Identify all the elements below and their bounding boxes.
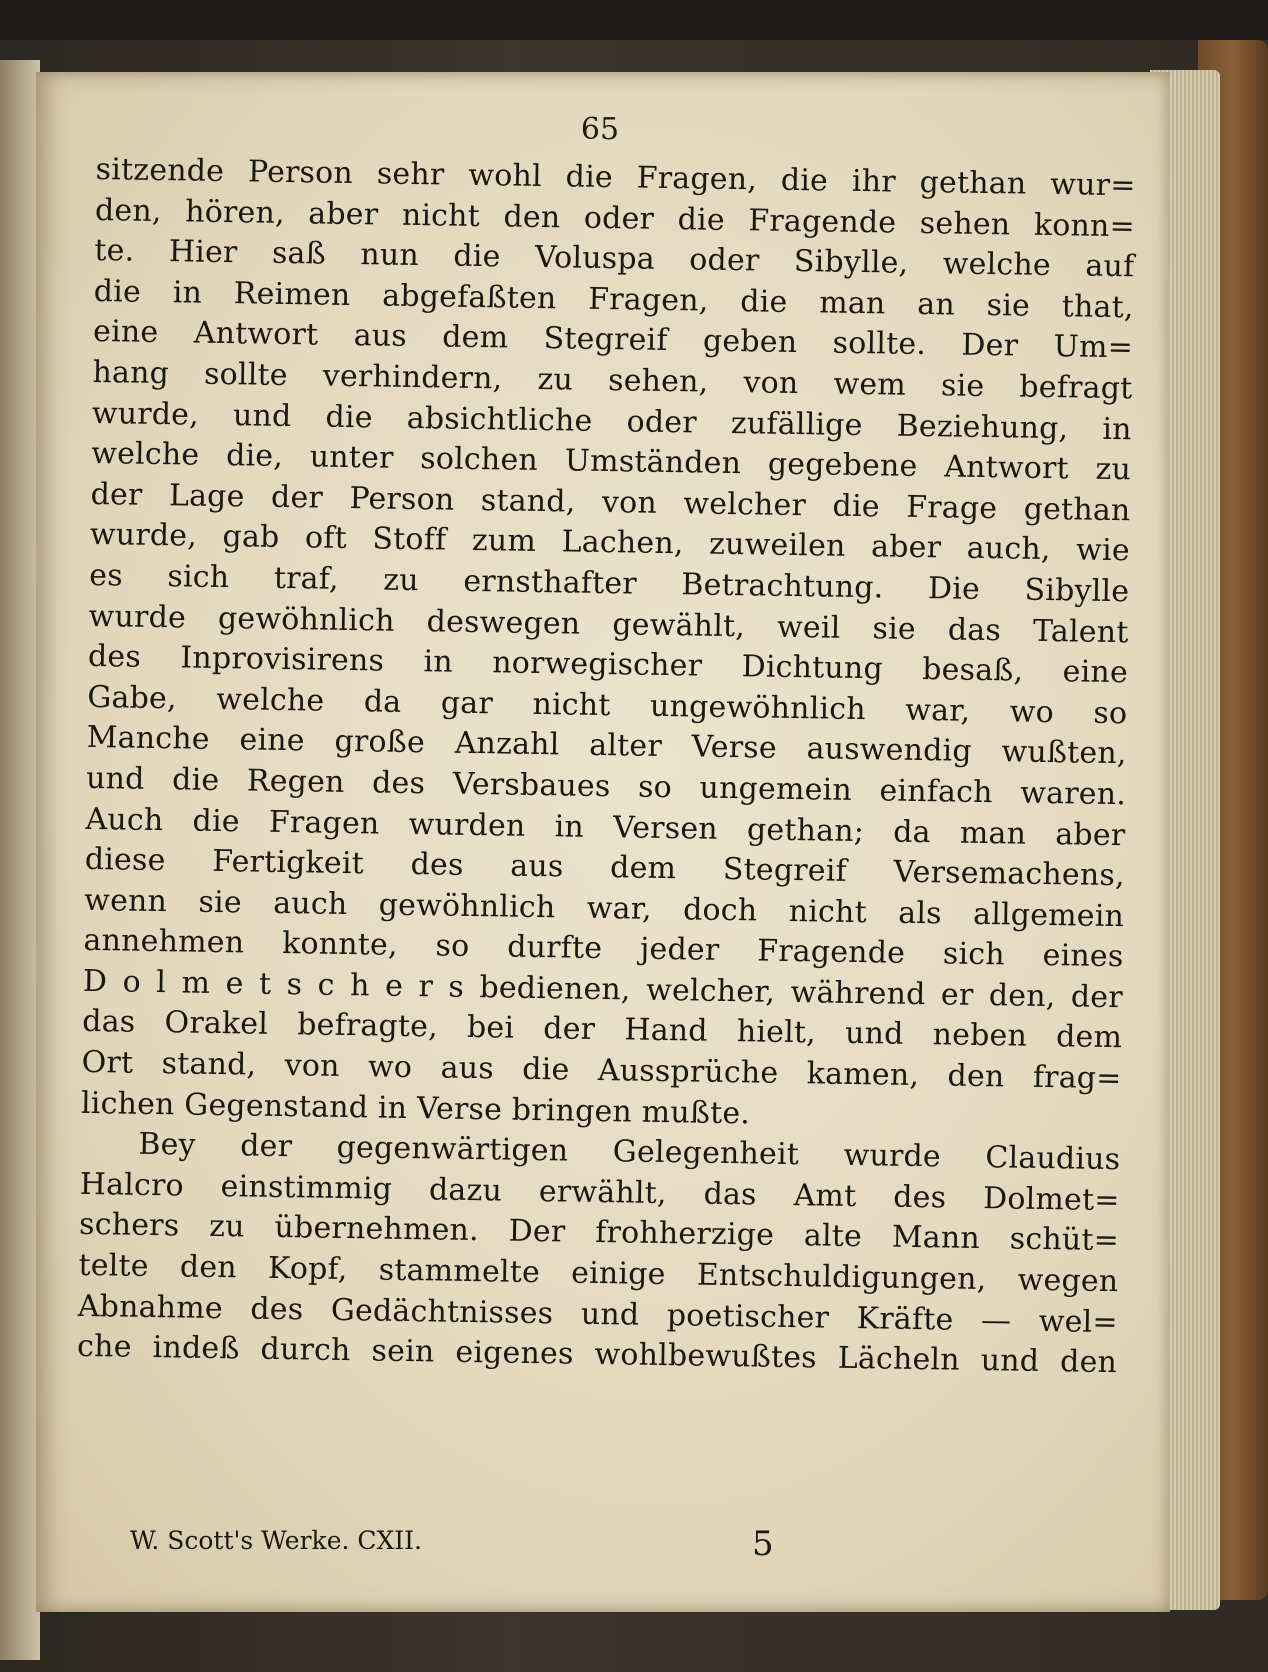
text-line: sitzende Person sehr wohl die Fragen, die ihr gethan wur= bbox=[95, 151, 1136, 204]
text-line: es sich traf, zu ernsthafter Betrachtung. Die Sibylle bbox=[89, 557, 1130, 610]
text-line: telte den Kopf, stammelte einige Entschuldigungen, wegen bbox=[78, 1247, 1119, 1300]
text-line: schers zu übernehmen. Der frohherzige alte Mann schüt= bbox=[78, 1207, 1120, 1259]
page-text bbox=[77, 150, 1136, 1384]
text-line: annehmen konnte, so durfte jeder Fragende sich eines bbox=[83, 923, 1124, 975]
text-line: diese Fertigkeit des aus dem Stegreif Versemachens, bbox=[84, 842, 1126, 894]
text-line: der Lage der Person stand, von welcher die Frage gethan bbox=[90, 476, 1131, 529]
text-line: eine Antwort aus dem Stegreif geben sollte. Der Um= bbox=[92, 314, 1134, 366]
text-line: wurde, gab oft Stoff zum Lachen, zuweilen aber auch, wie bbox=[89, 517, 1131, 569]
text-line: che indeß durch sein eigenes wohlbewußtes Lächeln und den bbox=[76, 1329, 1118, 1381]
text-line: lichen Gegenstand in Verse bringen mußte. bbox=[80, 1085, 751, 1132]
page-number: 65 bbox=[580, 112, 620, 147]
text-line: Ort stand, von wo aus die Aussprüche kamen, den frag= bbox=[81, 1044, 1122, 1097]
text-line: hang sollte verhindern, zu sehen, von wem sie befragt bbox=[92, 354, 1133, 407]
footer-sheet-number: 5 bbox=[752, 1524, 774, 1564]
text-line: Abnahme des Gedächtnisses und poetischer Kräfte — wel= bbox=[77, 1288, 1118, 1340]
text-line: Bey der gegenwärtigen Gelegenheit wurde Claudius bbox=[138, 1127, 1121, 1178]
text-line: wenn sie auch gewöhnlich war, doch nicht als allgemein bbox=[83, 882, 1125, 934]
text-line: te. Hier saß nun die Voluspa oder Sibylle, welche auf bbox=[94, 233, 1135, 285]
text-line: das Orakel befragte, bei der Hand hielt, und neben dem bbox=[82, 1004, 1123, 1056]
text-line: Auch die Fragen wurden in Versen gethan; da man aber bbox=[85, 801, 1126, 853]
text-line: wurde, und die absichtliche oder zufällige Beziehung, in bbox=[91, 395, 1133, 447]
text-line: die in Reimen abgefaßten Fragen, die man an sie that, bbox=[93, 273, 1134, 326]
footer-signature: W. Scott's Werke. CXII. bbox=[130, 1526, 423, 1555]
text-line: welche die, unter solchen Umständen gegebene Antwort zu bbox=[90, 436, 1132, 488]
text-line: den, hören, aber nicht den oder die Fragende sehen konn= bbox=[94, 192, 1136, 244]
text-line: D o l m e t s c h e r s bedienen, welcher, während er den, der bbox=[82, 963, 1124, 1016]
text-line: des Inprovisirens in norwegischer Dichtung besaß, eine bbox=[87, 639, 1129, 691]
text-line: Halcro einstimmig dazu erwählt, das Amt des Dolmet= bbox=[79, 1166, 1120, 1219]
previous-page-edge bbox=[0, 60, 40, 1660]
text-line: und die Regen des Versbaues so ungemein einfach waren. bbox=[85, 760, 1127, 813]
text-line: Manche eine große Anzahl alter Verse auswendig wußten, bbox=[86, 720, 1127, 772]
text-line: wurde gewöhnlich deswegen gewählt, weil sie das Talent bbox=[88, 598, 1129, 650]
text-line: Gabe, welche da gar nicht ungewöhnlich war, wo so bbox=[87, 679, 1128, 731]
